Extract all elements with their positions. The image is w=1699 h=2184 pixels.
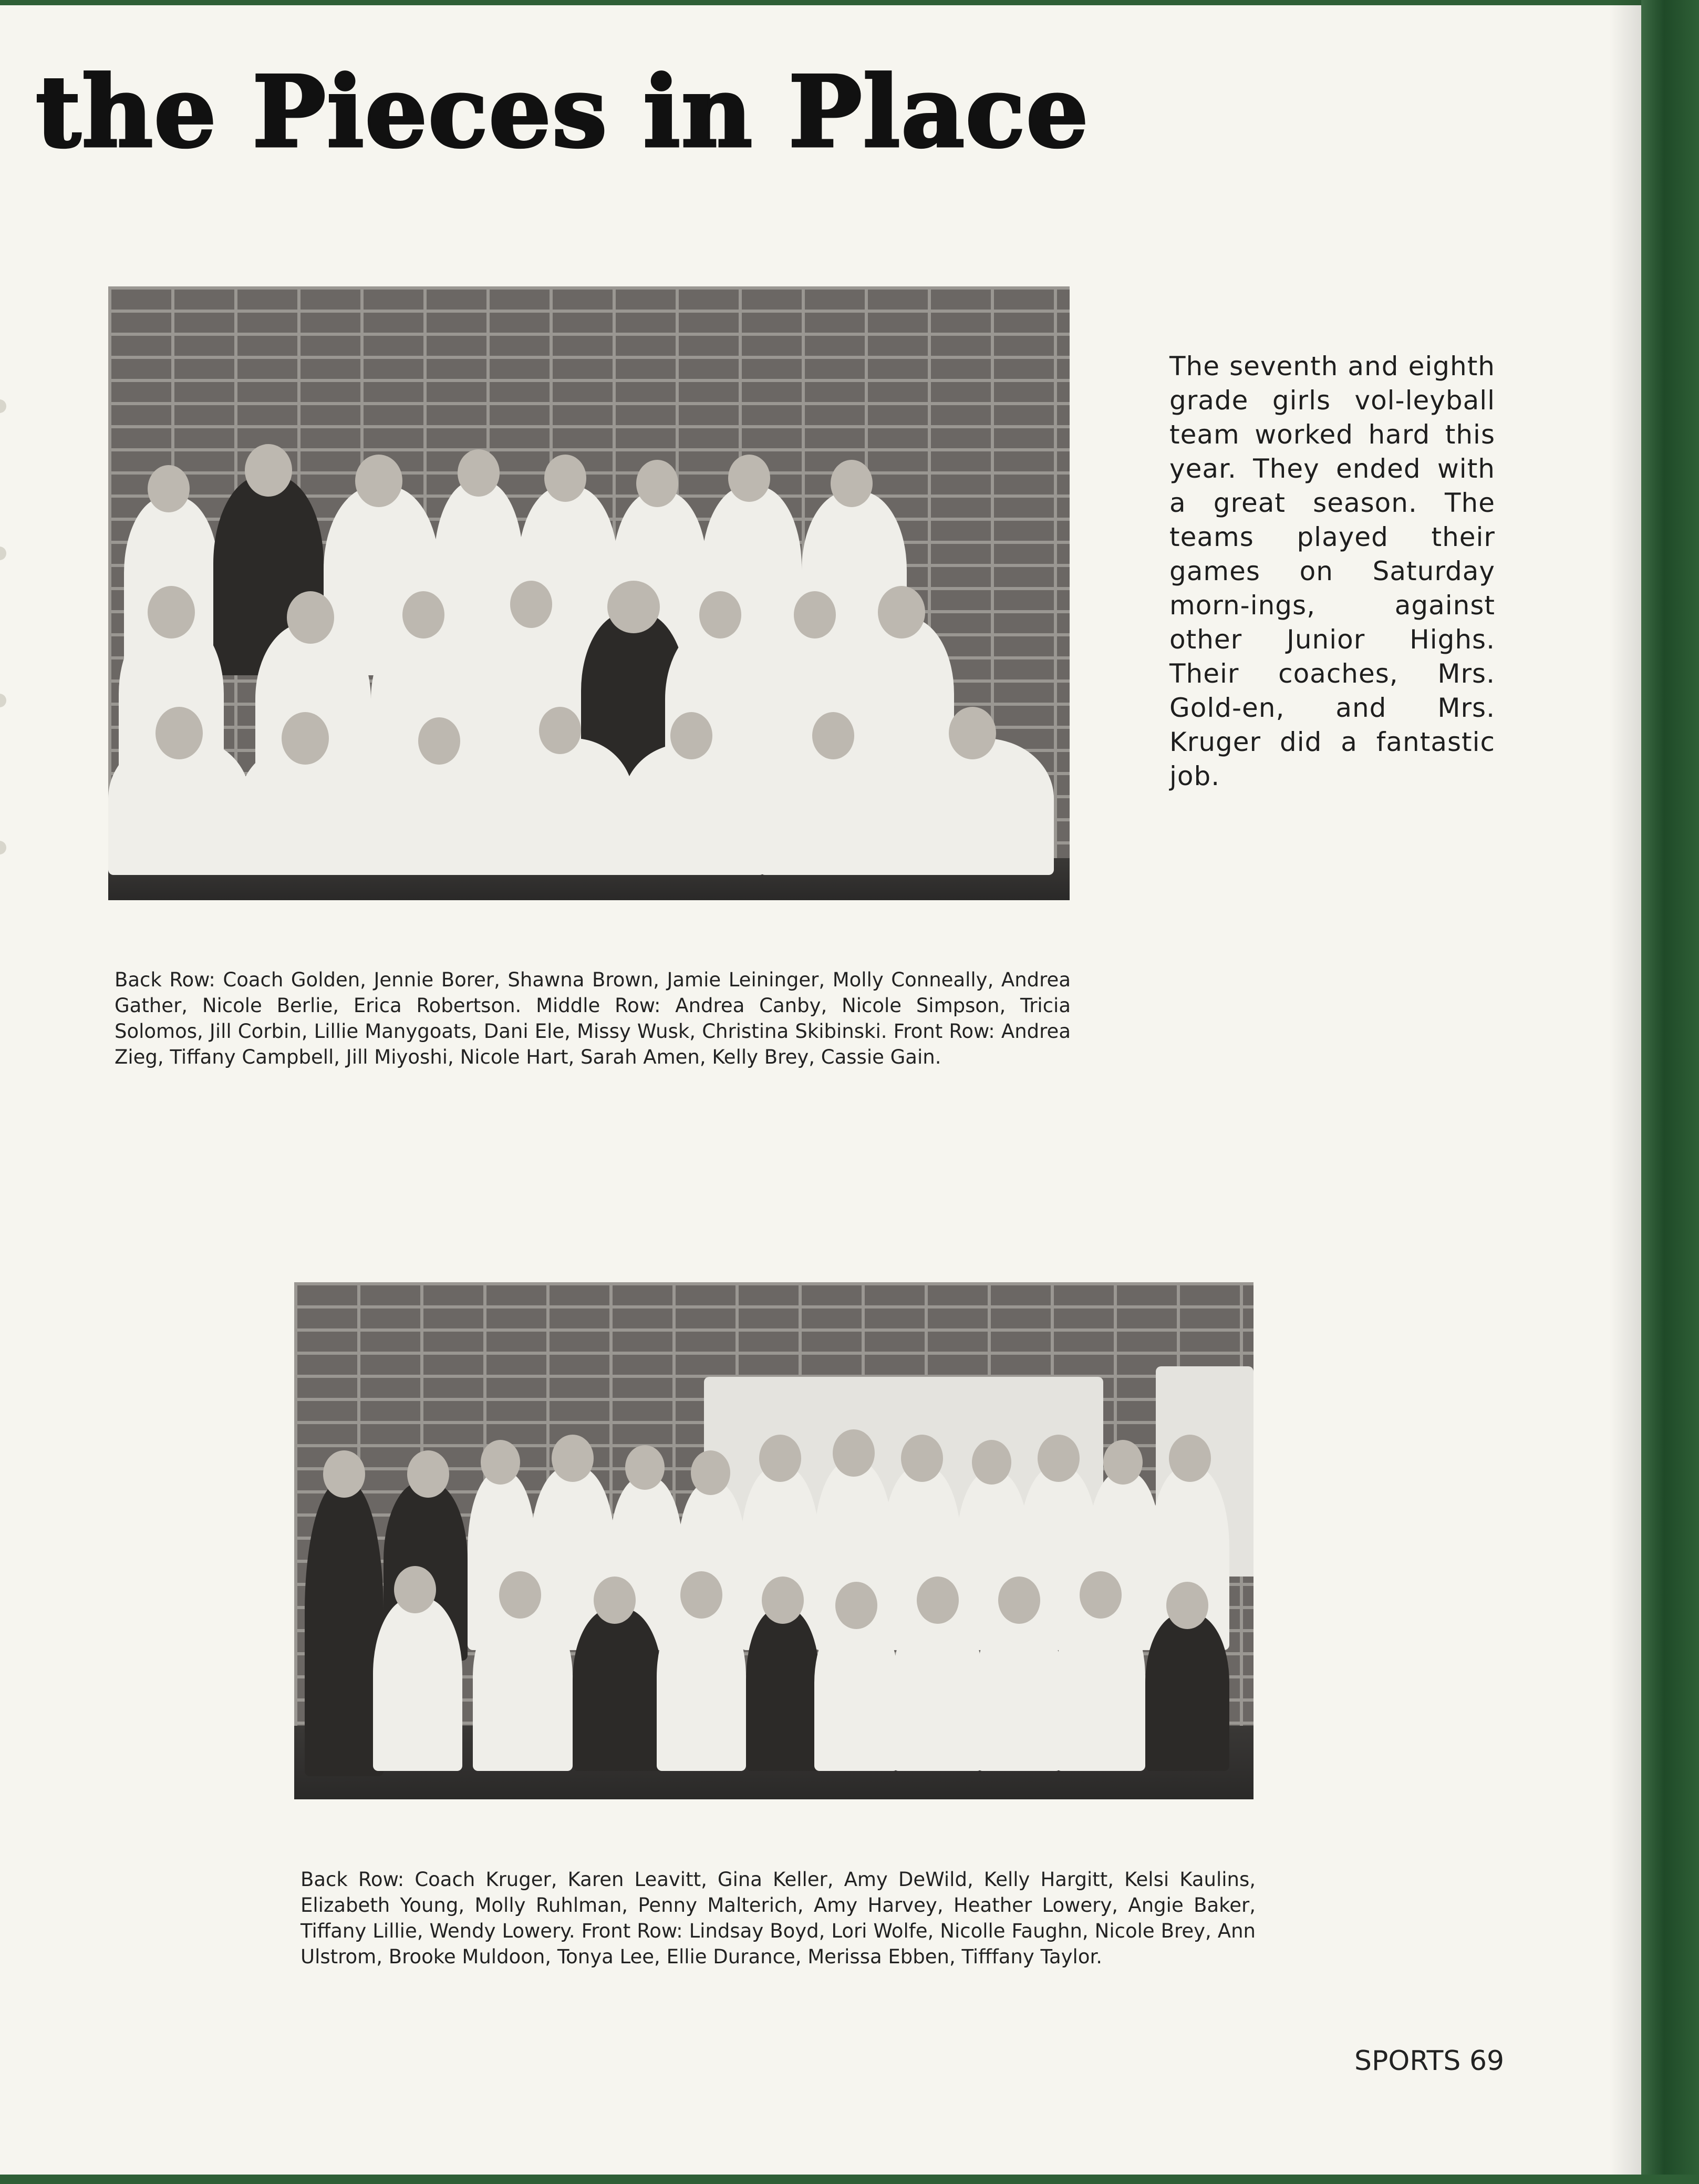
punch-hole [0,694,6,707]
player-head [670,712,712,759]
player-head [1080,1571,1122,1619]
player-head [1166,1582,1208,1629]
player-head [833,1429,875,1477]
page-fold-shadow [1610,0,1641,2175]
player-head [878,586,925,638]
player-head [691,1450,730,1495]
player-head [156,707,203,759]
player-head [949,707,996,759]
page-headline: the Pieces in Place [36,54,1090,169]
binding-spine [1641,0,1699,2184]
player-head [148,586,195,638]
player-figure [657,1603,746,1771]
player-head [972,1440,1011,1485]
player-figure [746,1608,820,1771]
player-head [539,707,581,754]
player-head [552,1435,594,1482]
player-figure [814,1613,898,1771]
player-figure [1145,1613,1229,1771]
player-head [499,1571,541,1619]
team-photo-1 [108,286,1070,900]
player-head [625,1445,665,1490]
player-head [728,455,770,502]
player-figure [573,1608,662,1771]
player-head [680,1571,722,1619]
player-figure [473,1603,573,1771]
player-head [287,591,334,644]
player-head [407,1450,449,1498]
coach-figure [305,1482,384,1776]
player-head [1103,1440,1143,1485]
player-head [394,1566,436,1613]
player-head [1038,1435,1080,1482]
player-head [402,591,444,638]
player-head [831,460,873,507]
player-head [998,1577,1040,1624]
player-figure [893,1608,982,1771]
team-summary-text: The seventh and eighth grade girls vol-leyball team worked hard this year. They ended with a great season. The teams played their games on Saturday morn-ings, against other Junior Highs. Their coaches, Mrs. Gold-en, and Mrs. Kruger did a fantastic job. [1169,351,1495,791]
player-head [282,712,329,765]
binding-top-edge [0,0,1699,5]
player-head [355,455,402,507]
binding-bottom-edge [0,2175,1699,2184]
player-head [699,591,741,638]
player-head [148,465,190,512]
player-head [594,1577,636,1624]
player-head [901,1435,943,1482]
player-head [418,717,460,765]
player-head [607,581,660,633]
player-figure [1056,1603,1145,1771]
player-head [759,1435,801,1482]
player-head [812,712,854,759]
player-figure [373,1598,462,1771]
player-head [1169,1435,1211,1482]
player-head [762,1577,804,1624]
player-head [835,1582,877,1629]
player-head [544,455,586,502]
player-figure [371,749,507,875]
player-figure [977,1608,1061,1771]
punch-hole [0,547,6,560]
page-footer-folio: SPORTS 69 [1354,2045,1505,2077]
photo-1-caption: Back Row: Coach Golden, Jennie Borer, Shawna Brown, Jamie Leininger, Molly Conneally, Andrea Gather, Nicole Berlie, Erica Robertson. Middle Row: Andrea Canby, Nicole Simpson, Tricia Solomos, Jill Corbin, Lillie Manygoats, Dani Ele, Missy Wusk, Christina Skibinski. Front Row: Andrea Zieg, Tiffany Campbell, Jill Miyoshi, Nicole Hart, Sarah Amen, Kelly Brey, Cassie Gain. [115,969,1071,1068]
team-photo-2 [294,1282,1253,1799]
player-head [458,449,500,497]
player-head [481,1440,520,1485]
player-figure [497,738,634,875]
player-head [917,1577,959,1624]
coach-head [323,1450,365,1498]
player-head [636,460,678,507]
player-figure [623,744,765,875]
punch-hole [0,841,6,854]
photo-2-caption: Back Row: Coach Kruger, Karen Leavitt, Gina Keller, Amy DeWild, Kelly Hargitt, Kelsi Kaulins, Elizabeth Young, Molly Ruhlman, Penny Malterich, Amy Harvey, Heather Lowery, Angie Baker, Tiffany Lillie, Wendy Lowery. Front Row: Lindsay Boyd, Lori Wolfe, Nicolle Faughn, Nicole Brey, Ann Ulstrom, Brooke Muldoon, Tonya Lee, Ellie Durance, Merissa Ebben, Tifffany Taylor. [301,1868,1256,1968]
player-figure [760,744,907,875]
player-head [510,581,552,628]
player-head [245,444,292,497]
player-head [794,591,836,638]
punch-hole [0,399,6,413]
